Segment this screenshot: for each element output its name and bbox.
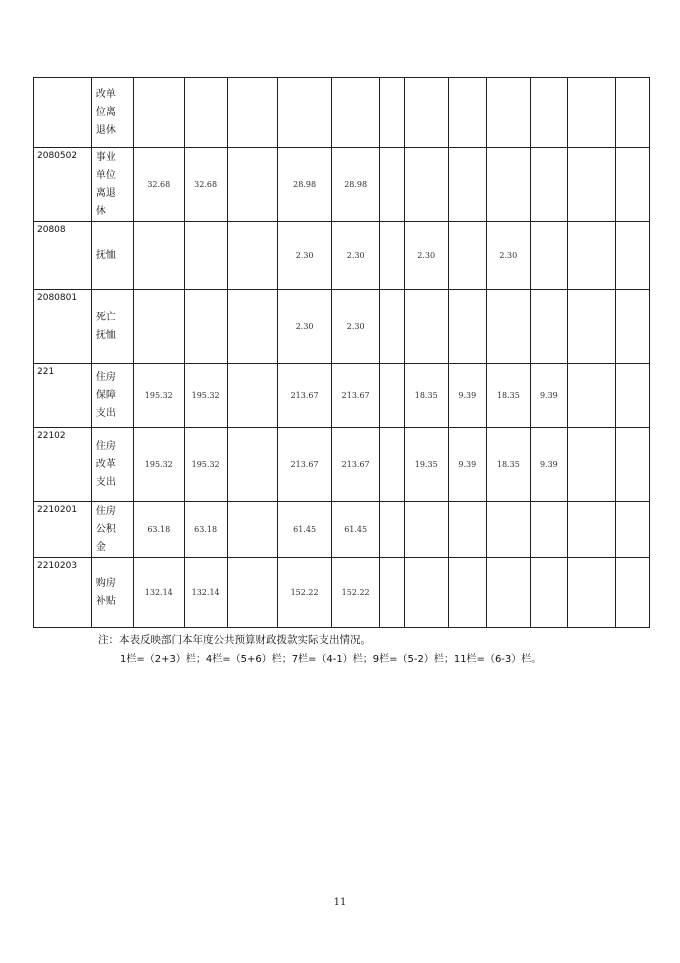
value-cell bbox=[278, 78, 332, 148]
value-cell: 152.22 bbox=[331, 558, 379, 628]
value-cell bbox=[404, 502, 448, 558]
value-cell: 63.18 bbox=[134, 502, 185, 558]
value-cell: 2.30 bbox=[278, 222, 332, 290]
value-cell bbox=[404, 290, 448, 364]
value-cell bbox=[448, 78, 486, 148]
value-cell bbox=[227, 148, 278, 222]
value-cell bbox=[486, 148, 530, 222]
value-cell: 18.35 bbox=[404, 364, 448, 428]
value-cell bbox=[567, 222, 615, 290]
value-cell: 63.18 bbox=[184, 502, 227, 558]
value-cell bbox=[616, 222, 650, 290]
page-number: 11 bbox=[333, 897, 347, 908]
table-row bbox=[34, 364, 650, 428]
value-cell bbox=[380, 148, 404, 222]
row-name-cell: 事业 单位 离退 休 bbox=[91, 148, 133, 222]
note-line-2: 1栏=（2+3）栏；4栏=（5+6）栏；7栏=（4-1）栏；9栏=（5-2）栏；11栏=（6-3）栏。 bbox=[120, 654, 542, 665]
value-cell bbox=[448, 502, 486, 558]
value-cell bbox=[567, 558, 615, 628]
value-cell bbox=[448, 290, 486, 364]
value-cell bbox=[380, 558, 404, 628]
value-cell bbox=[380, 502, 404, 558]
row-code-cell: 2210201 bbox=[34, 502, 92, 558]
row-code-cell: 22102 bbox=[34, 428, 92, 502]
value-cell: 9.39 bbox=[530, 428, 567, 502]
value-cell: 2.30 bbox=[331, 222, 379, 290]
value-cell: 132.14 bbox=[184, 558, 227, 628]
value-cell: 195.32 bbox=[184, 364, 227, 428]
value-cell: 28.98 bbox=[331, 148, 379, 222]
value-cell bbox=[227, 290, 278, 364]
value-cell bbox=[380, 290, 404, 364]
value-cell bbox=[616, 290, 650, 364]
value-cell bbox=[616, 78, 650, 148]
value-cell bbox=[134, 290, 185, 364]
value-cell bbox=[404, 558, 448, 628]
value-cell: 213.67 bbox=[331, 428, 379, 502]
value-cell: 61.45 bbox=[331, 502, 379, 558]
value-cell bbox=[486, 502, 530, 558]
value-cell: 195.32 bbox=[134, 364, 185, 428]
value-cell bbox=[486, 78, 530, 148]
value-cell: 213.67 bbox=[331, 364, 379, 428]
value-cell: 32.68 bbox=[134, 148, 185, 222]
value-cell: 9.39 bbox=[530, 364, 567, 428]
row-name-cell: 住房 改革 支出 bbox=[91, 428, 133, 502]
value-cell: 61.45 bbox=[278, 502, 332, 558]
value-cell: 9.39 bbox=[448, 364, 486, 428]
value-cell bbox=[448, 148, 486, 222]
budget-table bbox=[33, 77, 650, 628]
table-note bbox=[98, 630, 658, 670]
value-cell bbox=[380, 364, 404, 428]
value-cell bbox=[380, 78, 404, 148]
value-cell bbox=[380, 428, 404, 502]
table-row bbox=[34, 148, 650, 222]
value-cell bbox=[184, 222, 227, 290]
value-cell bbox=[567, 290, 615, 364]
value-cell bbox=[486, 290, 530, 364]
value-cell: 132.14 bbox=[134, 558, 185, 628]
value-cell bbox=[227, 222, 278, 290]
row-name-cell: 购房 补贴 bbox=[91, 558, 133, 628]
value-cell: 18.35 bbox=[486, 364, 530, 428]
value-cell bbox=[616, 148, 650, 222]
value-cell bbox=[227, 78, 278, 148]
value-cell bbox=[227, 428, 278, 502]
value-cell bbox=[616, 558, 650, 628]
value-cell bbox=[530, 502, 567, 558]
table-row bbox=[34, 78, 650, 148]
value-cell bbox=[331, 78, 379, 148]
value-cell bbox=[404, 148, 448, 222]
value-cell: 9.39 bbox=[448, 428, 486, 502]
value-cell bbox=[184, 78, 227, 148]
value-cell: 28.98 bbox=[278, 148, 332, 222]
table-row bbox=[34, 290, 650, 364]
value-cell bbox=[616, 364, 650, 428]
row-code-cell: 221 bbox=[34, 364, 92, 428]
value-cell bbox=[134, 78, 185, 148]
value-cell bbox=[567, 428, 615, 502]
row-code-cell: 2210203 bbox=[34, 558, 92, 628]
value-cell bbox=[227, 364, 278, 428]
value-cell bbox=[227, 558, 278, 628]
value-cell bbox=[567, 502, 615, 558]
table-body bbox=[34, 78, 650, 628]
value-cell: 213.67 bbox=[278, 364, 332, 428]
value-cell bbox=[616, 502, 650, 558]
value-cell: 32.68 bbox=[184, 148, 227, 222]
row-name-cell: 住房 公积 金 bbox=[91, 502, 133, 558]
value-cell bbox=[404, 78, 448, 148]
note-line-1: 注：本表反映部门本年度公共预算财政拨款实际支出情况。 bbox=[98, 634, 371, 646]
table-row bbox=[34, 502, 650, 558]
row-code-cell: 20808 bbox=[34, 222, 92, 290]
value-cell: 19.35 bbox=[404, 428, 448, 502]
value-cell bbox=[567, 364, 615, 428]
value-cell: 152.22 bbox=[278, 558, 332, 628]
value-cell: 213.67 bbox=[278, 428, 332, 502]
row-name-cell: 住房 保障 支出 bbox=[91, 364, 133, 428]
value-cell bbox=[486, 558, 530, 628]
value-cell: 2.30 bbox=[331, 290, 379, 364]
value-cell bbox=[616, 428, 650, 502]
value-cell bbox=[567, 78, 615, 148]
value-cell bbox=[530, 78, 567, 148]
value-cell bbox=[530, 290, 567, 364]
value-cell: 18.35 bbox=[486, 428, 530, 502]
value-cell: 2.30 bbox=[404, 222, 448, 290]
value-cell bbox=[448, 558, 486, 628]
value-cell bbox=[380, 222, 404, 290]
value-cell bbox=[184, 290, 227, 364]
value-cell: 195.32 bbox=[134, 428, 185, 502]
value-cell bbox=[530, 148, 567, 222]
row-code-cell: 2080502 bbox=[34, 148, 92, 222]
table-row bbox=[34, 222, 650, 290]
budget-table-wrapper bbox=[33, 77, 650, 628]
row-code-cell bbox=[34, 78, 92, 148]
value-cell bbox=[448, 222, 486, 290]
row-name-cell: 改单 位离 退休 bbox=[91, 78, 133, 148]
value-cell bbox=[227, 502, 278, 558]
table-row bbox=[34, 558, 650, 628]
value-cell: 195.32 bbox=[184, 428, 227, 502]
row-name-cell: 死亡 抚恤 bbox=[91, 290, 133, 364]
value-cell bbox=[567, 148, 615, 222]
value-cell bbox=[530, 222, 567, 290]
value-cell bbox=[530, 558, 567, 628]
table-row bbox=[34, 428, 650, 502]
row-name-cell: 抚恤 bbox=[91, 222, 133, 290]
value-cell bbox=[134, 222, 185, 290]
value-cell: 2.30 bbox=[278, 290, 332, 364]
value-cell: 2.30 bbox=[486, 222, 530, 290]
row-code-cell: 2080801 bbox=[34, 290, 92, 364]
